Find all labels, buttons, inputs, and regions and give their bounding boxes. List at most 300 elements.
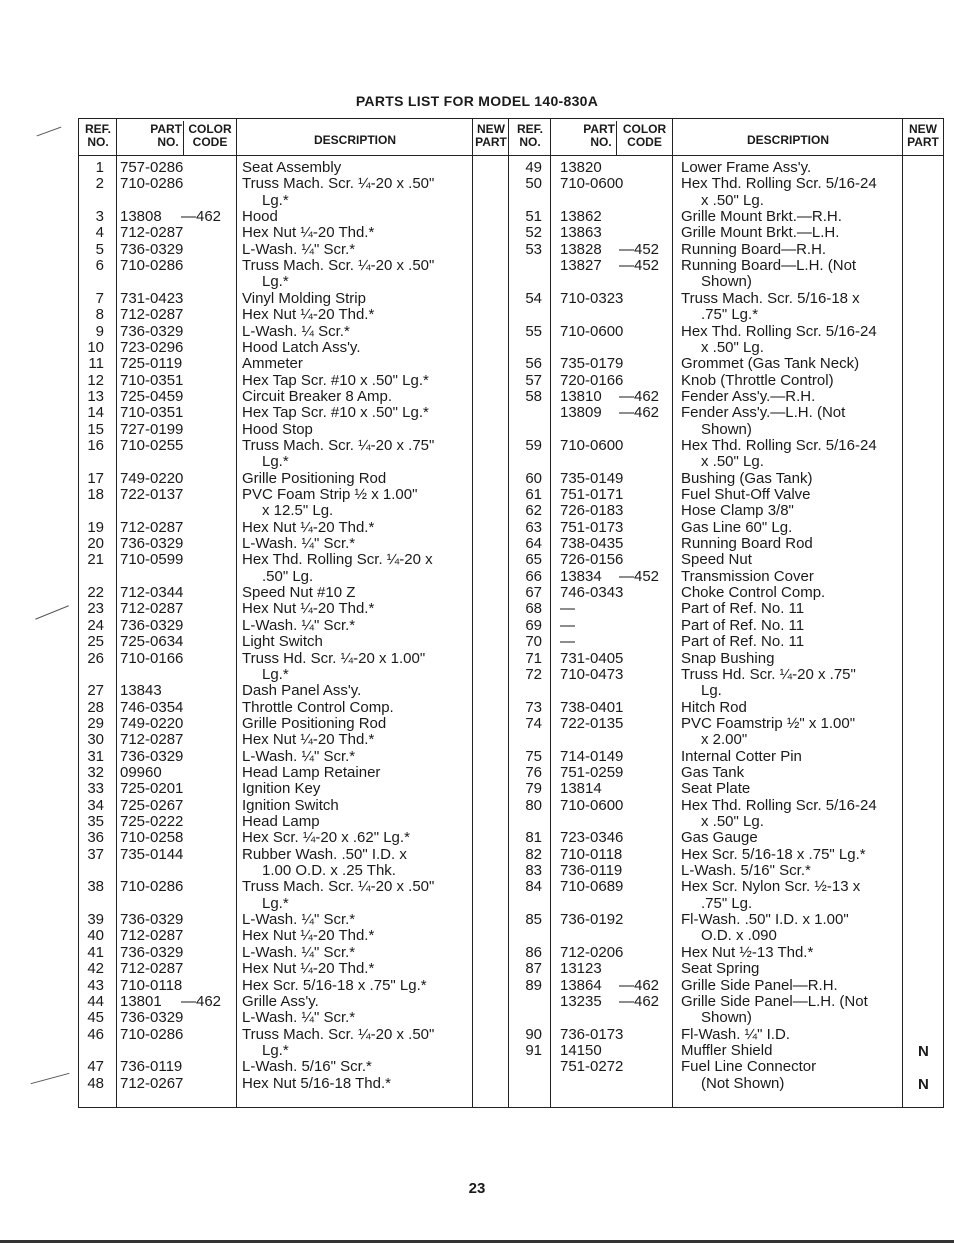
part-number: 710-0286 [120,257,184,275]
new-part-mark: N [918,1075,929,1093]
part-description: L-Wash. ¼" Scr.* [242,240,356,258]
part-description: Hex Nut ¼-20 Thd.* [242,306,375,324]
ref-number: 59 [525,436,542,454]
part-number: 710-0166 [120,649,184,667]
ref-number: 8 [95,306,104,324]
part-description: Gas Line 60" Lg. [681,518,793,536]
ref-number: 11 [88,355,104,373]
part-description: Gas Gauge [681,829,758,847]
column-divider [472,118,473,1108]
part-description: 1.00 O.D. x .25 Thk. [262,862,396,880]
part-description: Grille Ass'y. [242,992,319,1010]
part-number: 710-0351 [120,404,184,422]
header-part-no: PART NO. [150,122,182,149]
part-description: x 2.00" [701,731,748,749]
part-description: Truss Mach. Scr. ¼-20 x .50" [242,878,435,896]
ref-number: 18 [87,486,104,503]
color-code: —462 [181,208,222,226]
ref-number: 51 [525,208,542,226]
ref-number: 1 [95,159,104,176]
part-description: Part of Ref. No. 11 [681,600,805,618]
part-description: Grille Mount Brkt.—L.H. [681,224,840,242]
part-number: 751-0272 [560,1058,624,1076]
part-description: Rubber Wash. .50" I.D. x [242,845,407,863]
ref-number: 19 [87,518,104,536]
part-description: Hex Tap Scr. #10 x .50" Lg.* [242,371,429,389]
part-number: 736-0119 [120,1058,183,1076]
color-code: —462 [619,387,660,405]
part-description: x .50" Lg. [701,813,764,830]
ref-number: 89 [525,976,542,994]
ref-number: 39 [87,911,104,929]
part-description: Hex Thd. Rolling Scr. 5/16-24 [681,175,877,193]
part-number: 13808 [120,208,162,226]
part-description: Fuel Shut-Off Valve [681,486,811,503]
part-number: 736-0329 [120,911,184,929]
ref-number: 81 [525,829,542,847]
part-number: 13863 [560,224,602,242]
part-number: 725-0459 [120,387,184,405]
part-description: Grille Mount Brkt.—R.H. [681,208,842,226]
part-number: 710-0600 [560,322,624,340]
part-number: 736-0329 [120,1009,184,1027]
ref-number: 5 [95,240,104,258]
part-description: Fender Ass'y.—R.H. [681,387,816,405]
part-description: Speed Nut #10 Z [242,584,356,602]
part-description: O.D. x .090 [701,927,777,945]
part-number: 13843 [120,682,162,700]
ref-number: 20 [87,535,104,553]
ref-number: 50 [525,175,542,193]
ref-number: 27 [87,682,104,700]
ref-number: 45 [87,1009,104,1027]
part-description: x 12.5" Lg. [262,502,334,520]
part-description: Light Switch [242,633,323,651]
part-number: 712-0206 [560,943,624,961]
part-number: 710-0600 [560,796,624,814]
ref-number: 91 [525,1041,542,1059]
column-divider [902,118,903,1108]
ref-number: 32 [87,763,104,781]
part-number: 736-0329 [120,535,184,553]
part-description: Truss Mach. Scr. 5/16-18 x [681,289,860,307]
ref-number: 17 [87,469,104,487]
part-number: 710-0599 [120,551,184,569]
part-number: 725-0119 [120,355,183,373]
part-description: .50" Lg. [262,567,314,585]
part-description: Grille Positioning Rod [242,714,387,732]
part-description: Fender Ass'y.—L.H. (Not [681,404,846,422]
part-number: 712-0287 [120,600,184,618]
part-description: Lg.* [262,191,289,209]
part-description: Shown) [701,1009,752,1027]
part-number: 13814 [560,780,602,798]
ref-number: 74 [525,714,542,732]
part-description: Lg.* [262,1041,289,1059]
part-description: Bushing (Gas Tank) [681,469,813,487]
ref-number: 52 [525,224,542,242]
header-new-part: NEW PART [907,122,939,149]
part-number: 13828 [560,240,602,258]
part-number: 725-0634 [120,633,184,651]
part-description: Lg.* [262,273,289,291]
part-number: 710-0118 [560,845,623,863]
part-number: 710-0255 [120,436,184,454]
part-number: 731-0423 [120,289,184,307]
part-description: Gas Tank [681,763,745,781]
header-ref-no: REF. NO. [84,122,111,149]
part-number: 736-0329 [120,747,184,765]
part-number: 710-0600 [560,175,624,193]
part-number: 13801 [120,992,162,1010]
new-part-mark: N [918,1042,929,1060]
part-description: Throttle Control Comp. [242,698,394,716]
part-number: 727-0199 [120,420,184,438]
part-number: 738-0435 [560,535,624,553]
part-number: 723-0296 [120,338,184,356]
ref-number: 68 [525,600,542,618]
part-description: Hex Nut ¼-20 Thd.* [242,518,375,536]
page-title: PARTS LIST FOR MODEL 140-830A [355,93,599,109]
ref-number: 61 [525,486,542,503]
part-description: Hex Nut ¼-20 Thd.* [242,600,375,618]
part-description: Running Board—R.H. [681,240,827,258]
part-number: 710-0600 [560,436,624,454]
ref-number: 4 [95,224,104,242]
color-code: —462 [181,992,222,1010]
ref-number: 40 [87,927,104,945]
ref-number: 84 [525,878,542,896]
part-description: Hex Nut 5/16-18 Thd.* [242,1074,391,1092]
part-number: 749-0220 [120,469,184,487]
ref-number: 67 [525,584,542,602]
part-description: Head Lamp Retainer [242,763,381,781]
part-description: Seat Spring [681,960,760,978]
ref-number: 33 [87,780,104,798]
part-description: PVC Foam Strip ½ x 1.00" [242,486,418,503]
part-description: (Not Shown) [701,1074,785,1092]
part-description: Hex Scr. 5/16-18 x .75" Lg.* [681,845,866,863]
part-description: L-Wash. ¼" Scr.* [242,535,356,553]
ref-number: 21 [87,551,104,569]
scan-mark [31,1073,70,1084]
ref-number: 22 [87,584,104,602]
part-number: 725-0267 [120,796,184,814]
part-number: 712-0267 [120,1074,184,1092]
part-number: 757-0286 [120,159,184,176]
ref-number: 25 [87,633,104,651]
ref-number: 83 [525,862,542,880]
part-number: 749-0220 [120,714,184,732]
header-rule [78,155,944,156]
part-description: Hex Tap Scr. #10 x .50" Lg.* [242,404,429,422]
ref-number: 71 [525,649,542,667]
ref-number: 34 [87,796,104,814]
part-number: — [560,600,575,618]
ref-number: 56 [525,355,542,373]
ref-number: 65 [525,551,542,569]
color-code: —452 [619,257,660,275]
part-description: Snap Bushing [681,649,775,667]
ref-number: 24 [87,616,104,634]
part-number: 751-0173 [560,518,624,536]
ref-number: 14 [87,404,104,422]
part-number: 710-0286 [120,175,184,193]
part-number: 736-0329 [120,240,184,258]
part-description: L-Wash. 5/16" Scr.* [681,862,811,880]
part-number: 725-0222 [120,813,184,830]
part-description: Hex Thd. Rolling Scr. ¼-20 x [242,551,433,569]
part-description: Truss Mach. Scr. ¼-20 x .50" [242,1025,435,1043]
column-divider [672,118,673,1108]
part-description: Part of Ref. No. 11 [681,616,805,634]
ref-number: 80 [525,796,542,814]
part-number: 710-0118 [120,976,183,994]
header-part-no: PART NO. [583,122,615,149]
ref-number: 3 [95,208,104,226]
ref-number: 12 [87,371,104,389]
part-description: Hex Nut ¼-20 Thd.* [242,224,375,242]
part-description: Ignition Key [242,780,321,798]
ref-number: 79 [525,780,542,798]
part-description: L-Wash. 5/16" Scr.* [242,1058,372,1076]
ref-number: 86 [525,943,542,961]
ref-number: 48 [87,1074,104,1092]
part-description: Hex Nut ¼-20 Thd.* [242,960,375,978]
header-description: DESCRIPTION [313,133,396,147]
ref-number: 43 [87,976,104,994]
ref-number: 62 [525,502,542,520]
part-description: Knob (Throttle Control) [681,371,834,389]
ref-number: 63 [525,518,542,536]
part-number: 712-0287 [120,927,184,945]
part-description: .75" Lg. [701,894,753,912]
ref-number: 30 [87,731,104,749]
part-description: x .50" Lg. [701,191,764,209]
part-number: 13820 [560,159,602,176]
part-description: Hex Thd. Rolling Scr. 5/16-24 [681,322,877,340]
part-number: 13834 [560,567,602,585]
ref-number: 73 [525,698,542,716]
ref-number: 15 [87,420,104,438]
ref-number: 58 [525,387,542,405]
part-number: 09960 [120,763,162,781]
part-number: 736-0329 [120,943,184,961]
part-number: 735-0149 [560,469,624,487]
part-description: Grille Positioning Rod [242,469,387,487]
part-description: Hex Thd. Rolling Scr. 5/16-24 [681,436,877,454]
part-number: 736-0192 [560,911,624,929]
part-number: 735-0144 [120,845,184,863]
part-number: 726-0183 [560,502,624,520]
bottom-rule [0,1240,954,1243]
ref-number: 29 [87,714,104,732]
part-description: .75" Lg.* [701,306,759,324]
column-divider [116,118,117,1108]
part-number: 712-0287 [120,224,184,242]
part-number: 712-0287 [120,960,184,978]
ref-number: 42 [87,960,104,978]
part-description: Grommet (Gas Tank Neck) [681,355,860,373]
part-number: 751-0259 [560,763,624,781]
color-code: —462 [619,992,660,1010]
part-number: 714-0149 [560,747,624,765]
ref-number: 55 [525,322,542,340]
part-description: Hex Scr. 5/16-18 x .75" Lg.* [242,976,427,994]
part-description: Transmission Cover [681,567,814,585]
part-description: Shown) [701,273,752,291]
part-description: Part of Ref. No. 11 [681,633,805,651]
ref-number: 60 [525,469,542,487]
ref-number: 26 [87,649,104,667]
part-description: Dash Panel Ass'y. [242,682,362,700]
part-description: Lg.* [262,894,289,912]
part-number: 710-0689 [560,878,624,896]
ref-number: 85 [525,911,542,929]
part-number: 13235 [560,992,602,1010]
part-number: 13810 [560,387,602,405]
part-number: 13864 [560,976,602,994]
part-description: Grille Side Panel—L.H. (Not [681,992,868,1010]
ref-number: 16 [87,436,104,454]
part-description: Hex Thd. Rolling Scr. 5/16-24 [681,796,877,814]
part-number: 712-0287 [120,731,184,749]
part-number: 13809 [560,404,602,422]
header-new-part: NEW PART [475,122,507,149]
header-ref-no: REF. NO. [516,122,543,149]
part-description: Fuel Line Connector [681,1058,817,1076]
ref-number: 49 [525,159,542,176]
ref-number: 38 [87,878,104,896]
part-description: Lg.* [262,453,289,471]
part-description: Hose Clamp 3/8" [681,502,794,520]
part-description: L-Wash. ¼" Scr.* [242,616,356,634]
part-number: 736-0329 [120,322,184,340]
part-number: 710-0286 [120,1025,184,1043]
ref-number: 57 [525,371,542,389]
part-description: x .50" Lg. [701,338,764,356]
part-number: — [560,633,575,651]
part-description: Circuit Breaker 8 Amp. [242,387,393,405]
part-number: 13862 [560,208,602,226]
part-number: 722-0137 [120,486,184,503]
part-number: 710-0286 [120,878,184,896]
ref-number: 2 [95,175,104,193]
part-description: Hood Latch Ass'y. [242,338,361,356]
part-description: PVC Foamstrip ½" x 1.00" [681,714,856,732]
part-number: 13123 [560,960,602,978]
ref-number: 66 [525,567,542,585]
ref-number: 10 [87,338,104,356]
part-number: 710-0323 [560,289,624,307]
part-description: x .50" Lg. [701,453,764,471]
part-description: Muffler Shield [681,1041,773,1059]
part-number: 736-0119 [560,862,623,880]
part-description: Vinyl Molding Strip [242,289,366,307]
ref-number: 6 [95,257,104,275]
part-description: Running Board—L.H. (Not [681,257,857,275]
part-number: 726-0156 [560,551,624,569]
part-description: Lg. [701,682,722,700]
header-color-code: COLOR CODE [188,122,232,149]
color-code: —452 [619,240,660,258]
part-description: L-Wash. ¼" Scr.* [242,911,356,929]
part-description: Truss Mach. Scr. ¼-20 x .50" [242,257,435,275]
part-number: 723-0346 [560,829,624,847]
part-number: 720-0166 [560,371,624,389]
part-number: 751-0171 [560,486,624,503]
color-code: —462 [619,404,660,422]
part-number: 731-0405 [560,649,624,667]
header-color-code: COLOR CODE [622,122,667,149]
part-description: Truss Mach. Scr. ¼-20 x .50" [242,175,435,193]
header-description: DESCRIPTION [746,133,829,147]
part-number: 710-0258 [120,829,184,847]
ref-number: 64 [525,535,542,553]
part-description: Lg.* [262,665,289,683]
part-description: Hitch Rod [681,698,747,716]
ref-number: 28 [87,698,104,716]
part-description: Grille Side Panel—R.H. [681,976,838,994]
part-number: 710-0351 [120,371,184,389]
ref-number: 31 [87,747,104,765]
part-description: L-Wash. ¼ Scr.* [242,322,350,340]
part-description: Running Board Rod [681,535,813,553]
ref-number: 46 [87,1025,104,1043]
part-description: Hex Scr. Nylon Scr. ½-13 x [681,878,861,896]
part-description: Hex Scr. ¼-20 x .62" Lg.* [242,829,410,847]
ref-number: 9 [95,322,104,340]
ref-number: 53 [525,240,542,258]
part-description: Truss Mach. Scr. ¼-20 x .75" [242,436,435,454]
part-description: Fl-Wash. .50" I.D. x 1.00" [681,911,849,929]
part-description: Hood Stop [242,420,313,438]
part-number: 746-0354 [120,698,184,716]
part-description: L-Wash. ¼" Scr.* [242,747,356,765]
part-description: Hex Nut ½-13 Thd.* [681,943,814,961]
ref-number: 87 [525,960,542,978]
ref-number: 13 [87,387,104,405]
ref-number: 41 [87,943,104,961]
part-number: 736-0173 [560,1025,624,1043]
part-number: 738-0401 [560,698,624,716]
ref-number: 82 [525,845,542,863]
part-description: Hex Nut ¼-20 Thd.* [242,927,375,945]
part-number: 14150 [560,1041,602,1059]
ref-number: 36 [87,829,104,847]
part-description: Shown) [701,420,752,438]
ref-number: 75 [525,747,542,765]
part-description: L-Wash. ¼" Scr.* [242,943,356,961]
part-description: Fl-Wash. ¼" I.D. [681,1025,790,1043]
part-number: 735-0179 [560,355,624,373]
part-number: 736-0329 [120,616,184,634]
part-description: Hood [242,208,278,226]
part-number: 712-0344 [120,584,184,602]
part-description: Ignition Switch [242,796,339,814]
ref-number: 44 [87,992,104,1010]
part-description: Internal Cotter Pin [681,747,802,765]
ref-number: 69 [525,616,542,634]
page-number: 23 [468,1180,486,1197]
ref-number: 54 [525,289,542,307]
part-number: 746-0343 [560,584,624,602]
color-code: —462 [619,976,660,994]
ref-number: 23 [87,600,104,618]
column-divider [550,118,551,1108]
part-number: 712-0287 [120,306,184,324]
part-description: Choke Control Comp. [681,584,826,602]
